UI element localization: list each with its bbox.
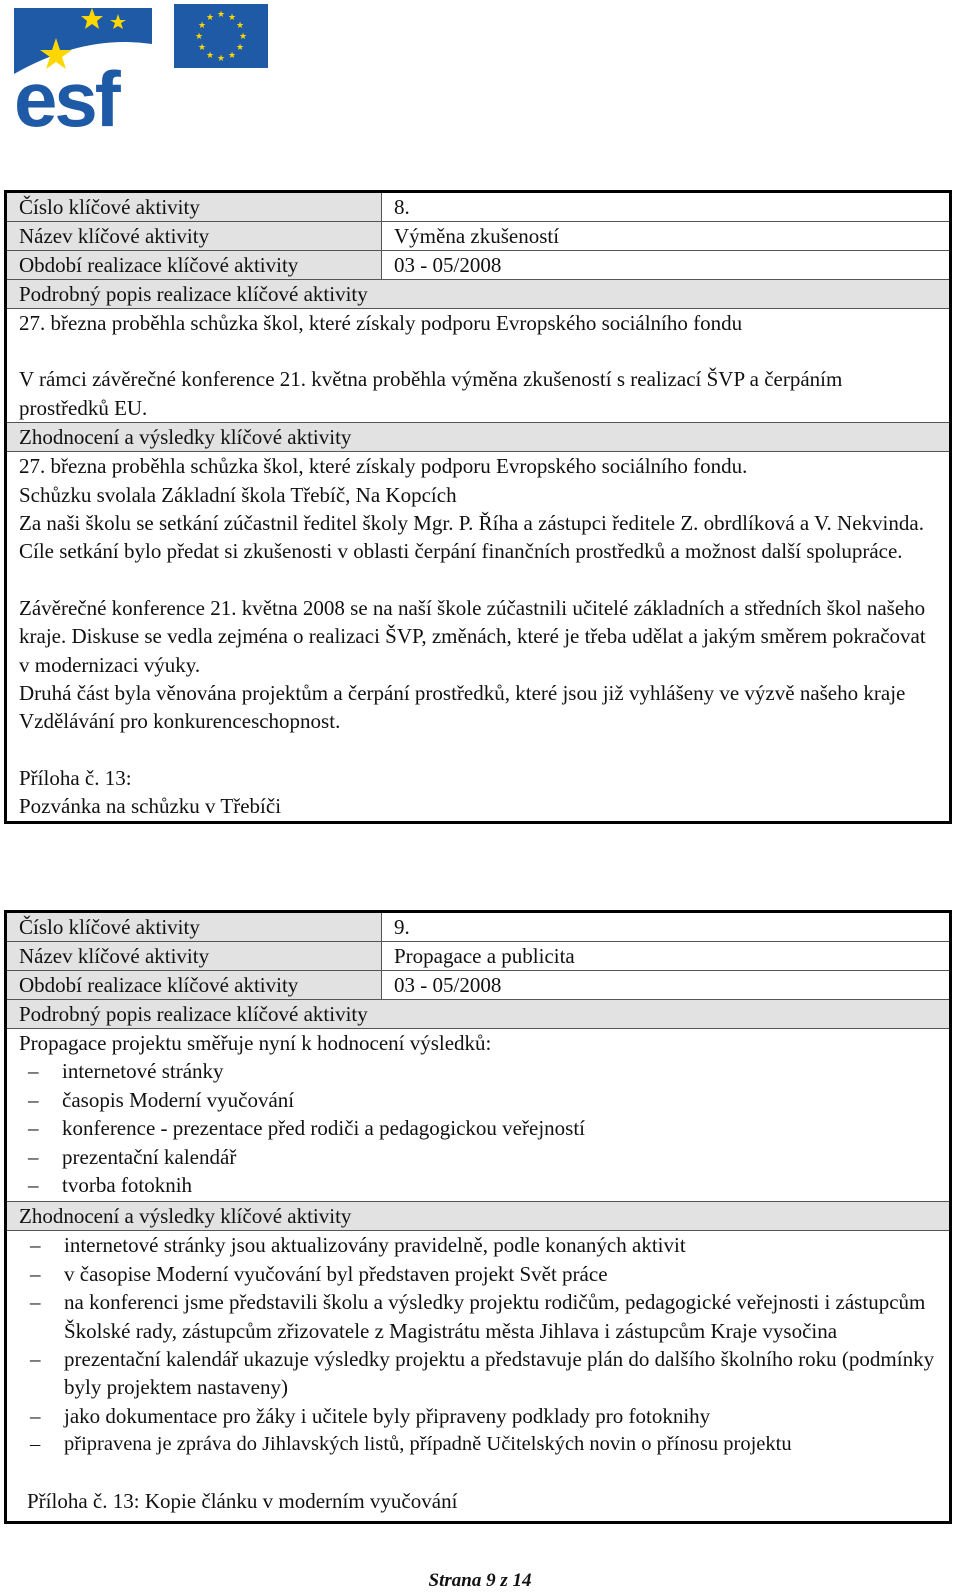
paragraph: Schůzku svolala Základní škola Třebíč, Na Kopcích xyxy=(19,482,457,507)
activity-number-label: Číslo klíčové aktivity xyxy=(6,912,382,942)
svg-text:★: ★ xyxy=(197,43,207,53)
activity-number-label: Číslo klíčové aktivity xyxy=(6,192,382,222)
activity-9-table xyxy=(4,910,952,1524)
activity-period-value: 03 - 05/2008 xyxy=(382,251,951,280)
activity-number-value: 9. xyxy=(382,912,951,942)
list-item: – připravena je zpráva do Jihlavských listů, případně Učitelských novin o přínosu projektu xyxy=(21,1430,937,1458)
detail-description-header: Podrobný popis realizace klíčové aktivity xyxy=(6,280,951,309)
svg-text:★: ★ xyxy=(216,10,226,20)
activity-name-label: Název klíčové aktivity xyxy=(6,222,382,251)
paragraph: V rámci závěrečné konference 21. května proběhla výměna zkušeností s realizací ŠVP a čerpáním prostředků EU. xyxy=(19,367,843,420)
list-item: – v časopise Moderní vyučování byl představen projekt Svět práce xyxy=(21,1260,937,1288)
attachment-line: Příloha č. 13: Kopie článku v moderním vyučování xyxy=(27,1488,458,1513)
list-item: – na konferenci jsme představili školu a výsledky projektu rodičům, pedagogické veřejnosti i zástupcům Školské rady, zástupcům zřizovatele z Magistrátu města Jihlava i zástupcům Kraje vysočina xyxy=(21,1288,937,1345)
page-number: Strana 9 z 14 xyxy=(428,1570,532,1591)
evaluation-header: Zhodnocení a výsledky klíčové aktivity xyxy=(6,1202,951,1231)
detail-description-header: Podrobný popis realizace klíčové aktivity xyxy=(6,1000,951,1029)
svg-text:★: ★ xyxy=(197,21,207,31)
list-item: – jako dokumentace pro žáky i učitele byly připraveny podklady pro fotoknihy xyxy=(21,1402,937,1430)
list-item: – časopis Moderní vyučování xyxy=(19,1086,937,1114)
svg-text:★: ★ xyxy=(227,13,237,23)
activity-period-label: Období realizace klíčové aktivity xyxy=(6,251,382,280)
esf-eu-logo xyxy=(14,4,270,130)
svg-text:★: ★ xyxy=(235,21,245,31)
list-item: – konference - prezentace před rodiči a pedagogickou veřejností xyxy=(19,1114,937,1142)
list-item: – prezentační kalendář ukazuje výsledky projektu a představuje plán do dalšího školního roku (podmínky byly projektem nastaveny) xyxy=(21,1345,937,1402)
paragraph: Propagace projektu směřuje nyní k hodnocení výsledků: xyxy=(19,1031,492,1055)
list-item: – internetové stránky xyxy=(19,1057,937,1085)
activity-number-value: 8. xyxy=(382,192,951,222)
svg-text:★: ★ xyxy=(216,54,226,64)
paragraph: Za naši školu se setkání zúčastnil ředitel školy Mgr. P. Říha a zástupci ředitele Z. obrdlíková a V. Nekvinda. Cíle setkání bylo předat si zkušenosti v oblasti čerpání finančních prostředků a možnost další spolupráce. xyxy=(19,511,924,564)
detail-description-body xyxy=(6,1029,951,1202)
svg-text:★: ★ xyxy=(205,51,215,61)
promotion-list xyxy=(19,1057,937,1199)
svg-text:★: ★ xyxy=(235,43,245,53)
paragraph: Druhá část byla věnována projektům a čerpání prostředků, které jsou již vyhlášeny ve výzvě našeho kraje Vzdělávání pro konkurenceschopnost. xyxy=(19,681,906,734)
attachment-line: Pozvánka na schůzku v Třebíči xyxy=(19,794,282,819)
evaluation-body xyxy=(6,452,951,822)
list-item: – prezentační kalendář xyxy=(19,1143,937,1171)
detail-description-body xyxy=(6,309,951,423)
svg-text:★: ★ xyxy=(227,51,237,61)
activity-name-label: Název klíčové aktivity xyxy=(6,942,382,971)
results-list xyxy=(21,1231,937,1458)
evaluation-body xyxy=(6,1231,951,1523)
svg-text:★: ★ xyxy=(205,13,215,23)
paragraph: 27. března proběhla schůzka škol, které získaly podporu Evropského sociálního fondu xyxy=(19,311,743,335)
list-item: – tvorba fotoknih xyxy=(19,1171,937,1199)
activity-period-label: Období realizace klíčové aktivity xyxy=(6,971,382,1000)
paragraph: Závěrečné konference 21. května 2008 se na naší škole zúčastnili učitelé základních a středních škol našeho kraje. Diskuse se vedla zejména o realizaci ŠVP, změnách, které je třeba udělat a jakým směrem pokračovat v modernizaci výuky. xyxy=(19,595,926,677)
esf-text: esf xyxy=(14,55,118,130)
svg-text:★: ★ xyxy=(194,32,204,42)
activity-period-value: 03 - 05/2008 xyxy=(382,971,951,1000)
svg-text:★: ★ xyxy=(238,32,248,42)
activity-8-table xyxy=(4,190,952,824)
attachment-line: Příloha č. 13: xyxy=(19,765,132,790)
activity-name-value: Propagace a publicita xyxy=(382,942,951,971)
activity-name-value: Výměna zkušeností xyxy=(382,222,951,251)
evaluation-header: Zhodnocení a výsledky klíčové aktivity xyxy=(6,423,951,452)
list-item: – internetové stránky jsou aktualizovány pravidelně, podle konaných aktivit xyxy=(21,1231,937,1259)
paragraph: 27. března proběhla schůzka škol, které získaly podporu Evropského sociálního fondu. xyxy=(19,454,748,479)
